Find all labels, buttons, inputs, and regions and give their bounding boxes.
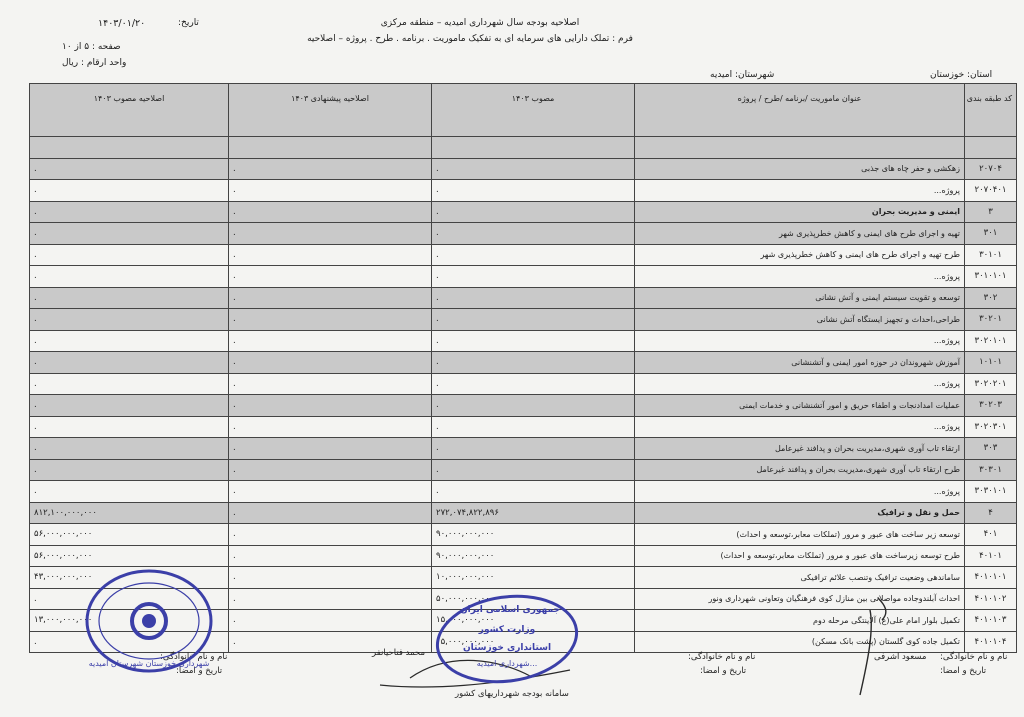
row-approved-cell: .	[432, 352, 635, 374]
row-proposed-cell: .	[229, 395, 432, 417]
table-row	[30, 309, 1017, 331]
row-code-cell: ۳۰۲۰۳۰۱	[965, 416, 1017, 438]
row-approved-cell: .	[432, 223, 635, 245]
page-counter: صفحه : ۵ از ۱۰	[62, 42, 121, 52]
row-proposed-cell: .	[229, 223, 432, 245]
table-row	[30, 416, 1017, 438]
row-proposed-cell: .	[229, 459, 432, 481]
table-row	[30, 459, 1017, 481]
row-title-cell: پروژه...	[635, 266, 965, 288]
table-row	[30, 352, 1017, 374]
col-code-header: کد طبقه بندی	[965, 84, 1017, 137]
province-label: استان: خوزستان	[930, 70, 993, 80]
row-approved-cell	[432, 137, 635, 159]
row-title-cell: احداث آبلندوجاده مواصلاتی بین منازل کوی فرهنگیان وتعاونی شهرداری ونور	[635, 588, 965, 610]
row-title-cell: طرح تهیه و اجرای طرح های ایمنی و کاهش خطرپذیری شهر	[635, 244, 965, 266]
row-approved-cell: .	[432, 330, 635, 352]
row-final-cell: .	[30, 631, 229, 653]
row-code-cell: ۱۰۱۰۱	[965, 352, 1017, 374]
row-code-cell: ۴۰۱۰۱۰۱	[965, 567, 1017, 589]
right-stamp-country: جمهوری اسلامی ایران	[459, 605, 561, 615]
right-stamp-ministry: وزارت کشور	[478, 625, 536, 635]
table-row	[30, 223, 1017, 245]
date-label: تاریخ:	[178, 18, 199, 28]
row-proposed-cell: .	[229, 610, 432, 632]
row-title-cell: پروژه...	[635, 373, 965, 395]
row-approved-cell: ۱۵,۰۰۰,۰۰۰,۰۰۰	[432, 610, 635, 632]
table-row	[30, 201, 1017, 223]
row-code-cell: ۴۰۱۰۱۰۲	[965, 588, 1017, 610]
row-proposed-cell: .	[229, 438, 432, 460]
row-code-cell: ۳۰۱۰۱	[965, 244, 1017, 266]
table-row	[30, 502, 1017, 524]
table-row	[30, 373, 1017, 395]
unit-label: واحد ارقام : ریال	[62, 58, 127, 68]
row-final-cell: .	[30, 287, 229, 309]
row-proposed-cell: .	[229, 567, 432, 589]
row-code-cell: ۳۰۱	[965, 223, 1017, 245]
row-final-cell	[30, 137, 229, 159]
row-proposed-cell: .	[229, 352, 432, 374]
row-proposed-cell: .	[229, 631, 432, 653]
row-final-cell: ۱۳,۰۰۰,۰۰۰,۰۰۰	[30, 610, 229, 632]
right-stamp-line2: شهرداری امیدیه...	[476, 659, 538, 668]
col-approved-header: مصوب ۱۴۰۳	[432, 84, 635, 137]
row-code-cell: ۴۰۱	[965, 524, 1017, 546]
row-approved-cell: .	[432, 395, 635, 417]
col-proposed-header: اصلاحیه پیشنهادی ۱۴۰۳	[229, 84, 432, 137]
row-proposed-cell: .	[229, 309, 432, 331]
row-code-cell: ۳۰۳۰۱۰۱	[965, 481, 1017, 503]
row-approved-cell: .	[432, 158, 635, 180]
row-final-cell: .	[30, 395, 229, 417]
table-row	[30, 330, 1017, 352]
row-code-cell: ۳۰۲۰۳	[965, 395, 1017, 417]
row-proposed-cell: .	[229, 158, 432, 180]
form-subtitle: فرم : تملک دارایی های سرمایه ای به تفکیک ماموریت . برنامه . طرح . پروژه – اصلاحیه	[307, 34, 633, 44]
row-code-cell: ۳۰۳۰۱	[965, 459, 1017, 481]
county-label: شهرستان: امیدیه	[710, 70, 775, 80]
signer1-date-label: تاریخ و امضا:	[940, 666, 987, 676]
table-header-row	[30, 84, 1017, 137]
signer4-date-label: تاریخ و امضا:	[176, 666, 223, 676]
row-final-cell: .	[30, 201, 229, 223]
row-final-cell: .	[30, 416, 229, 438]
row-title-cell: پروژه...	[635, 180, 965, 202]
row-code-cell: ۳۰۲۰۱	[965, 309, 1017, 331]
row-proposed-cell: .	[229, 481, 432, 503]
row-code-cell: ۴۰۱۰۱۰۴	[965, 631, 1017, 653]
row-title-cell	[635, 137, 965, 159]
row-approved-cell: .	[432, 438, 635, 460]
table-row	[30, 266, 1017, 288]
row-code-cell: ۳	[965, 201, 1017, 223]
left-stamp-text: شهرداری خوزستان شهرستان امیدیه	[88, 659, 210, 668]
row-final-cell: ۵۶,۰۰۰,۰۰۰,۰۰۰	[30, 524, 229, 546]
signer1-name: مسعود اشرفی	[874, 652, 927, 662]
row-code-cell: ۲۰۷۰۴۰۱	[965, 180, 1017, 202]
row-final-cell: .	[30, 309, 229, 331]
row-proposed-cell: .	[229, 180, 432, 202]
col-final-header: اصلاحیه مصوب ۱۴۰۳	[30, 84, 229, 137]
row-approved-cell: ۱۰,۰۰۰,۰۰۰,۰۰۰	[432, 567, 635, 589]
row-title-cell: طرح توسعه زیرساخت های عبور و مرور (تملکات معابر،توسعه و احداث)	[635, 545, 965, 567]
row-final-cell: .	[30, 373, 229, 395]
row-code-cell: ۴	[965, 502, 1017, 524]
table-row	[30, 287, 1017, 309]
row-title-cell: ارتقاء تاب آوری شهری،مدیریت بحران و پدافند غیرعامل	[635, 438, 965, 460]
row-title-cell: عملیات امدادنجات و اطفاء حریق و امور آتشنشانی و خدمات ایمنی	[635, 395, 965, 417]
row-proposed-cell: .	[229, 502, 432, 524]
row-proposed-cell: .	[229, 244, 432, 266]
col-title-header: عنوان ماموریت /برنامه /طرح / پروژه	[635, 84, 965, 137]
row-approved-cell: .	[432, 201, 635, 223]
table-row	[30, 180, 1017, 202]
row-title-cell: تهیه و اجرای طرح های ایمنی و کاهش خطرپذیری شهر	[635, 223, 965, 245]
row-final-cell: .	[30, 244, 229, 266]
row-final-cell: .	[30, 180, 229, 202]
row-proposed-cell: .	[229, 524, 432, 546]
row-code-cell	[965, 137, 1017, 159]
table-row	[30, 244, 1017, 266]
row-title-cell: توسعه زیر ساخت های عبور و مرور (تملکات معابر،توسعه و احداث)	[635, 524, 965, 546]
row-approved-cell: .	[432, 416, 635, 438]
table-row	[30, 158, 1017, 180]
row-final-cell: .	[30, 223, 229, 245]
row-final-cell: .	[30, 481, 229, 503]
row-code-cell: ۲۰۷۰۴	[965, 158, 1017, 180]
row-code-cell: ۳۰۲	[965, 287, 1017, 309]
row-final-cell: .	[30, 459, 229, 481]
row-proposed-cell: .	[229, 330, 432, 352]
footer-system-name: سامانه بودجه شهرداریهای کشور	[455, 689, 569, 699]
row-approved-cell: .	[432, 180, 635, 202]
row-approved-cell: .	[432, 309, 635, 331]
row-approved-cell: ۹۰,۰۰۰,۰۰۰,۰۰۰	[432, 524, 635, 546]
row-final-cell: .	[30, 266, 229, 288]
row-code-cell: ۳۰۲۰۱۰۱	[965, 330, 1017, 352]
signer2-name-label: نام و نام خانوادگی:	[688, 652, 756, 662]
row-title-cell: تکمیل جاده کوی گلستان (پشت بانک مسکن)	[635, 631, 965, 653]
row-title-cell: پروژه...	[635, 416, 965, 438]
row-proposed-cell: .	[229, 545, 432, 567]
row-final-cell: ۵۶,۰۰۰,۰۰۰,۰۰۰	[30, 545, 229, 567]
row-proposed-cell: .	[229, 287, 432, 309]
row-title-cell: پروژه...	[635, 330, 965, 352]
row-approved-cell: ۱۵,۰۰۰,۰۰۰,۰۰۰	[432, 631, 635, 653]
row-code-cell: ۳۰۳	[965, 438, 1017, 460]
row-approved-cell: .	[432, 244, 635, 266]
signer4-name-label: نام و نام خانوادگی:	[160, 652, 228, 662]
row-approved-cell: ۹۰,۰۰۰,۰۰۰,۰۰۰	[432, 545, 635, 567]
table-row	[30, 545, 1017, 567]
row-final-cell: .	[30, 438, 229, 460]
row-approved-cell: .	[432, 481, 635, 503]
row-title-cell: حمل و نقل و ترافیک	[635, 502, 965, 524]
row-final-cell: .	[30, 352, 229, 374]
right-stamp-line1: استانداری خوزستان	[462, 643, 552, 653]
row-title-cell: ساماندهی وضعیت ترافیک وتنصب علائم ترافیکی	[635, 567, 965, 589]
row-approved-cell: .	[432, 287, 635, 309]
row-title-cell: تکمیل بلوار امام علی(ع) آلاینتگی مرحله دوم	[635, 610, 965, 632]
row-approved-cell: .	[432, 459, 635, 481]
row-final-cell: ۴۳,۰۰۰,۰۰۰,۰۰۰	[30, 567, 229, 589]
signer3-name: محمد فتاحیانفر	[372, 648, 426, 658]
row-final-cell: .	[30, 330, 229, 352]
row-title-cell: زهکشی و حفر چاه های جذبی	[635, 158, 965, 180]
row-final-cell: .	[30, 158, 229, 180]
row-proposed-cell: .	[229, 588, 432, 610]
row-approved-cell: .	[432, 266, 635, 288]
row-proposed-cell: .	[229, 201, 432, 223]
right-official-stamp	[432, 592, 582, 687]
row-proposed-cell: .	[229, 266, 432, 288]
row-final-cell: ۸۱۲,۱۰۰,۰۰۰,۰۰۰	[30, 502, 229, 524]
row-code-cell: ۳۰۱۰۱۰۱	[965, 266, 1017, 288]
row-proposed-cell: .	[229, 416, 432, 438]
row-approved-cell: .	[432, 373, 635, 395]
row-title-cell: طرح ارتقاء تاب آوری شهری،مدیریت بحران و پدافند غیرعامل	[635, 459, 965, 481]
table-row	[30, 438, 1017, 460]
table-row	[30, 137, 1017, 159]
signer2-date-label: تاریخ و امضا:	[700, 666, 747, 676]
row-proposed-cell	[229, 137, 432, 159]
row-title-cell: ایمنی و مدیریت بحران	[635, 201, 965, 223]
table-row	[30, 395, 1017, 417]
table-row	[30, 481, 1017, 503]
page-title: اصلاحیه بودجه سال شهرداری امیدیه – منطقه مرکزی	[380, 18, 580, 28]
row-approved-cell: ۵۰,۰۰۰,۰۰۰,۰۰۰	[432, 588, 635, 610]
row-title-cell: طراحی،احداث و تجهیز ایستگاه آتش نشانی	[635, 309, 965, 331]
date-value: ۱۴۰۳/۰۱/۲۰	[98, 18, 146, 29]
row-code-cell: ۴۰۱۰۱	[965, 545, 1017, 567]
row-final-cell: .	[30, 588, 229, 610]
row-title-cell: آموزش شهروندان در حوزه امور ایمنی و آتشنشانی	[635, 352, 965, 374]
left-official-stamp	[82, 565, 217, 677]
row-code-cell: ۴۰۱۰۱۰۳	[965, 610, 1017, 632]
row-approved-cell: ۲۷۲,۰۷۴,۸۲۲,۸۹۶	[432, 502, 635, 524]
row-proposed-cell: .	[229, 373, 432, 395]
table-row	[30, 524, 1017, 546]
signature-mark-right	[840, 590, 900, 700]
row-title-cell: توسعه و تقویت سیستم ایمنی و آتش نشانی	[635, 287, 965, 309]
row-code-cell: ۳۰۲۰۲۰۱	[965, 373, 1017, 395]
signer1-name-label: نام و نام خانوادگی:	[940, 652, 1008, 662]
row-title-cell: پروژه...	[635, 481, 965, 503]
